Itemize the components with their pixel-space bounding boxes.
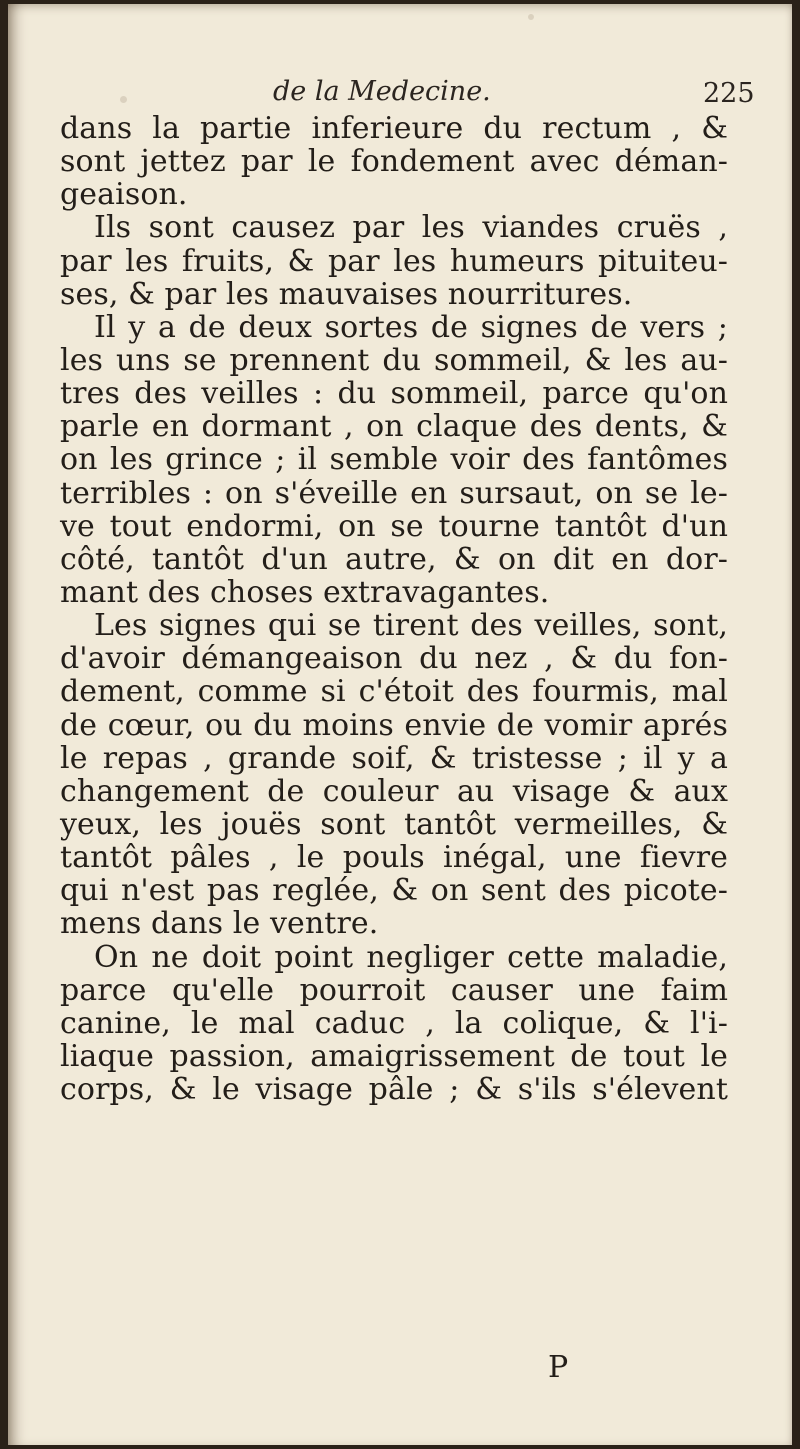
text-line: tres des veilles : du sommeil, parce qu'on	[60, 376, 728, 412]
text-line: qui n'est pas reglée, & on sent des picote-	[60, 873, 728, 909]
text-line: canine, le mal caduc , la colique, & l'i-	[60, 1005, 728, 1041]
page-number: 225	[703, 78, 755, 109]
text-line: dement, comme si c'étoit des fourmis, mal	[60, 674, 728, 710]
text-line: sont jettez par le fondement avec déman-	[60, 144, 728, 180]
text-line: parce qu'elle pourroit causer une faim	[60, 972, 728, 1008]
text-line: yeux, les jouës sont tantôt vermeilles, &	[60, 806, 728, 842]
running-head-title: de la Medecine.	[273, 76, 491, 107]
signature-mark: P	[548, 1350, 569, 1385]
text-line: ses, & par les mauvaises nourritures.	[60, 276, 633, 312]
paper-blemish	[528, 14, 534, 20]
text-line: On ne doit point negliger cette maladie,	[94, 939, 728, 975]
text-line: Ils sont causez par les viandes cruës ,	[94, 210, 728, 246]
text-line: Il y a de deux sortes de signes de vers ;	[94, 309, 728, 345]
text-line: changement de couleur au visage & aux	[60, 773, 728, 809]
text-line: on les grince ; il semble voir des fantômes	[60, 442, 728, 478]
text-line: geaison.	[60, 177, 188, 213]
text-line: le repas , grande soif, & tristesse ; il y a	[60, 740, 728, 776]
text-line: terribles : on s'éveille en sursaut, on se le-	[60, 475, 728, 511]
text-line: dans la partie inferieure du rectum , &	[60, 111, 728, 146]
text-line: ve tout endormi, on se tourne tantôt d'un	[60, 508, 728, 544]
text-line: les uns se prennent du sommeil, & les au-	[60, 342, 728, 378]
body-text	[60, 112, 728, 1106]
text-line: Les signes qui se tirent des veilles, sont,	[94, 608, 728, 644]
text-line: de cœur, ou du moins envie de vomir aprés	[60, 707, 728, 743]
text-line: mens dans le ventre.	[60, 906, 379, 942]
text-line: par les fruits, & par les humeurs pituiteu-	[60, 243, 728, 279]
text-line: corps, & le visage pâle ; & s'ils s'élevent	[60, 1072, 728, 1108]
text-line: mant des choses extravagantes.	[60, 574, 550, 610]
text-line: parle en dormant , on claque des dents, &	[60, 409, 728, 445]
text-line: côté, tantôt d'un autre, & on dit en dor-	[60, 541, 728, 577]
book-page	[8, 4, 792, 1445]
text-line: tantôt pâles , le pouls inégal, une fievre	[60, 840, 728, 876]
text-line: liaque passion, amaigrissement de tout le	[60, 1038, 728, 1074]
text-line: d'avoir démangeaison du nez , & du fon-	[60, 641, 728, 677]
